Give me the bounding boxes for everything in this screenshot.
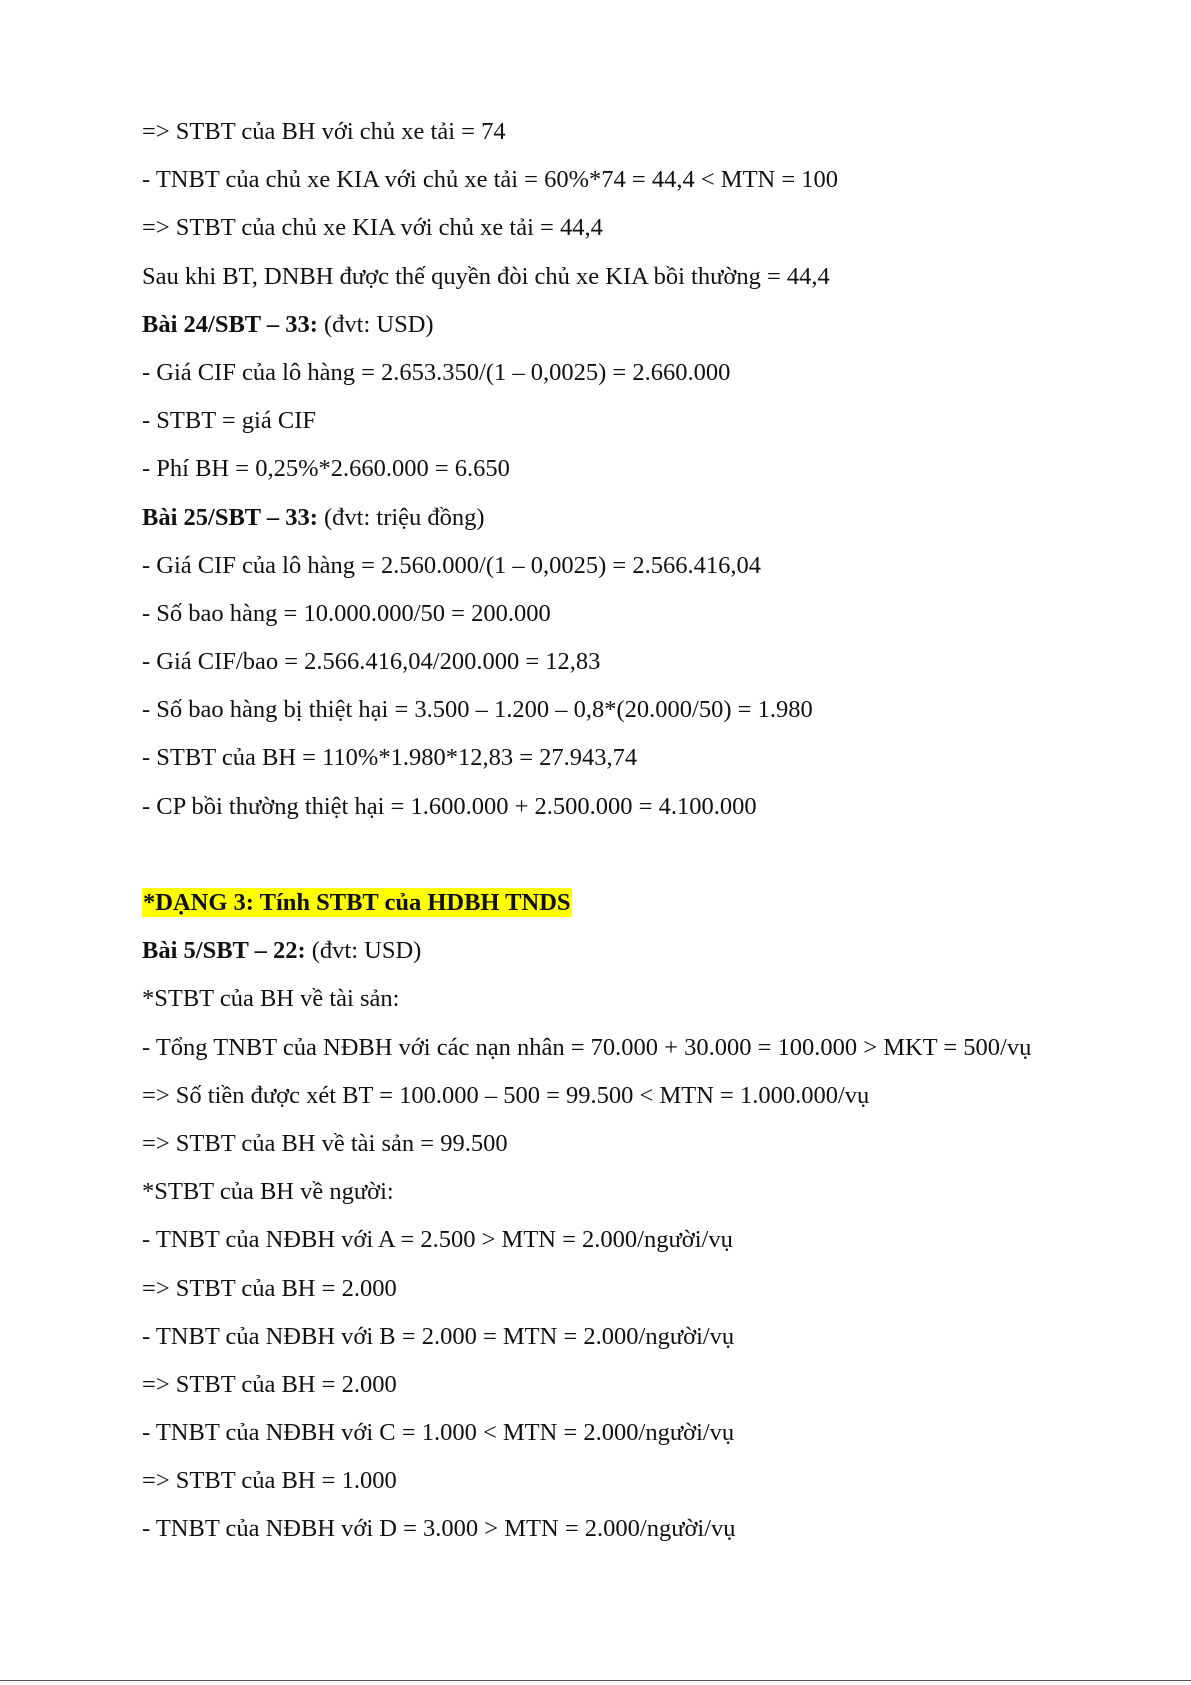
section-title-line	[142, 879, 1122, 927]
text-line: - Giá CIF của lô hàng = 2.653.350/(1 – 0,0025) = 2.660.000	[142, 358, 731, 386]
exercise-25-heading: Bài 25/SBT – 33:	[142, 503, 318, 531]
text-line: => STBT của BH = 1.000	[142, 1467, 397, 1495]
exercise-24-heading-line	[142, 301, 1122, 349]
page-edge-divider	[0, 1680, 1191, 1681]
text-line: - STBT của BH = 110%*1.980*12,83 = 27.943,74	[142, 744, 638, 772]
exercise-24-heading: Bài 24/SBT – 33:	[142, 310, 318, 338]
text-line: - Tổng TNBT của NĐBH với các nạn nhân = 70.000 + 30.000 = 100.000 > MKT = 500/vụ	[142, 1033, 1032, 1061]
text-line: *STBT của BH về tài sản:	[142, 985, 400, 1013]
text-line: => STBT của BH = 2.000	[142, 1274, 397, 1302]
text-line: => STBT của BH về tài sản = 99.500	[142, 1129, 508, 1157]
text-line: *STBT của BH về người:	[142, 1178, 394, 1206]
text-line: - CP bồi thường thiệt hại = 1.600.000 + 2.500.000 = 4.100.000	[142, 792, 757, 820]
text-line: => STBT của BH = 2.000	[142, 1370, 397, 1398]
text-line: => STBT của chủ xe KIA với chủ xe tải = 44,4	[142, 214, 603, 242]
exercise-5-heading: Bài 5/SBT – 22:	[142, 937, 306, 965]
text-line: - TNBT của NĐBH với A = 2.500 > MTN = 2.000/người/vụ	[142, 1226, 733, 1254]
exercise-5-heading-line	[142, 927, 1122, 975]
text-line: Sau khi BT, DNBH được thế quyền đòi chủ xe KIA bồi thường = 44,4	[142, 262, 830, 290]
text-line: - STBT = giá CIF	[142, 407, 316, 435]
exercise-5-unit: (đvt: USD)	[305, 937, 422, 965]
text-line: - TNBT của NĐBH với B = 2.000 = MTN = 2.000/người/vụ	[142, 1322, 735, 1350]
text-line: - Giá CIF của lô hàng = 2.560.000/(1 – 0,0025) = 2.566.416,04	[142, 551, 761, 579]
text-line: => STBT của BH với chủ xe tải = 74	[142, 118, 506, 145]
text-line: => Số tiền được xét BT = 100.000 – 500 = 99.500 < MTN = 1.000.000/vụ	[142, 1081, 870, 1109]
text-line: - Số bao hàng = 10.000.000/50 = 200.000	[142, 599, 551, 627]
exercise-25-unit: (đvt: triệu đồng)	[317, 503, 485, 531]
exercise-25-heading-line	[142, 494, 1122, 542]
text-line: - Số bao hàng bị thiệt hại = 3.500 – 1.200 – 0,8*(20.000/50) = 1.980	[142, 696, 813, 724]
text-line: - Giá CIF/bao = 2.566.416,04/200.000 = 12,83	[142, 648, 601, 676]
exercise-24-unit: (đvt: USD)	[317, 310, 434, 338]
text-line: - Phí BH = 0,25%*2.660.000 = 6.650	[142, 455, 510, 483]
text-line: - TNBT của NĐBH với D = 3.000 > MTN = 2.000/người/vụ	[142, 1515, 736, 1543]
document-page	[142, 108, 1122, 1554]
text-line: - TNBT của NĐBH với C = 1.000 < MTN = 2.000/người/vụ	[142, 1419, 735, 1447]
section-title: *DẠNG 3: Tính STBT của HDBH TNDS	[143, 889, 571, 916]
blank-line	[142, 831, 1122, 879]
text-line: - TNBT của chủ xe KIA với chủ xe tải = 60%*74 = 44,4 < MTN = 100	[142, 166, 839, 194]
